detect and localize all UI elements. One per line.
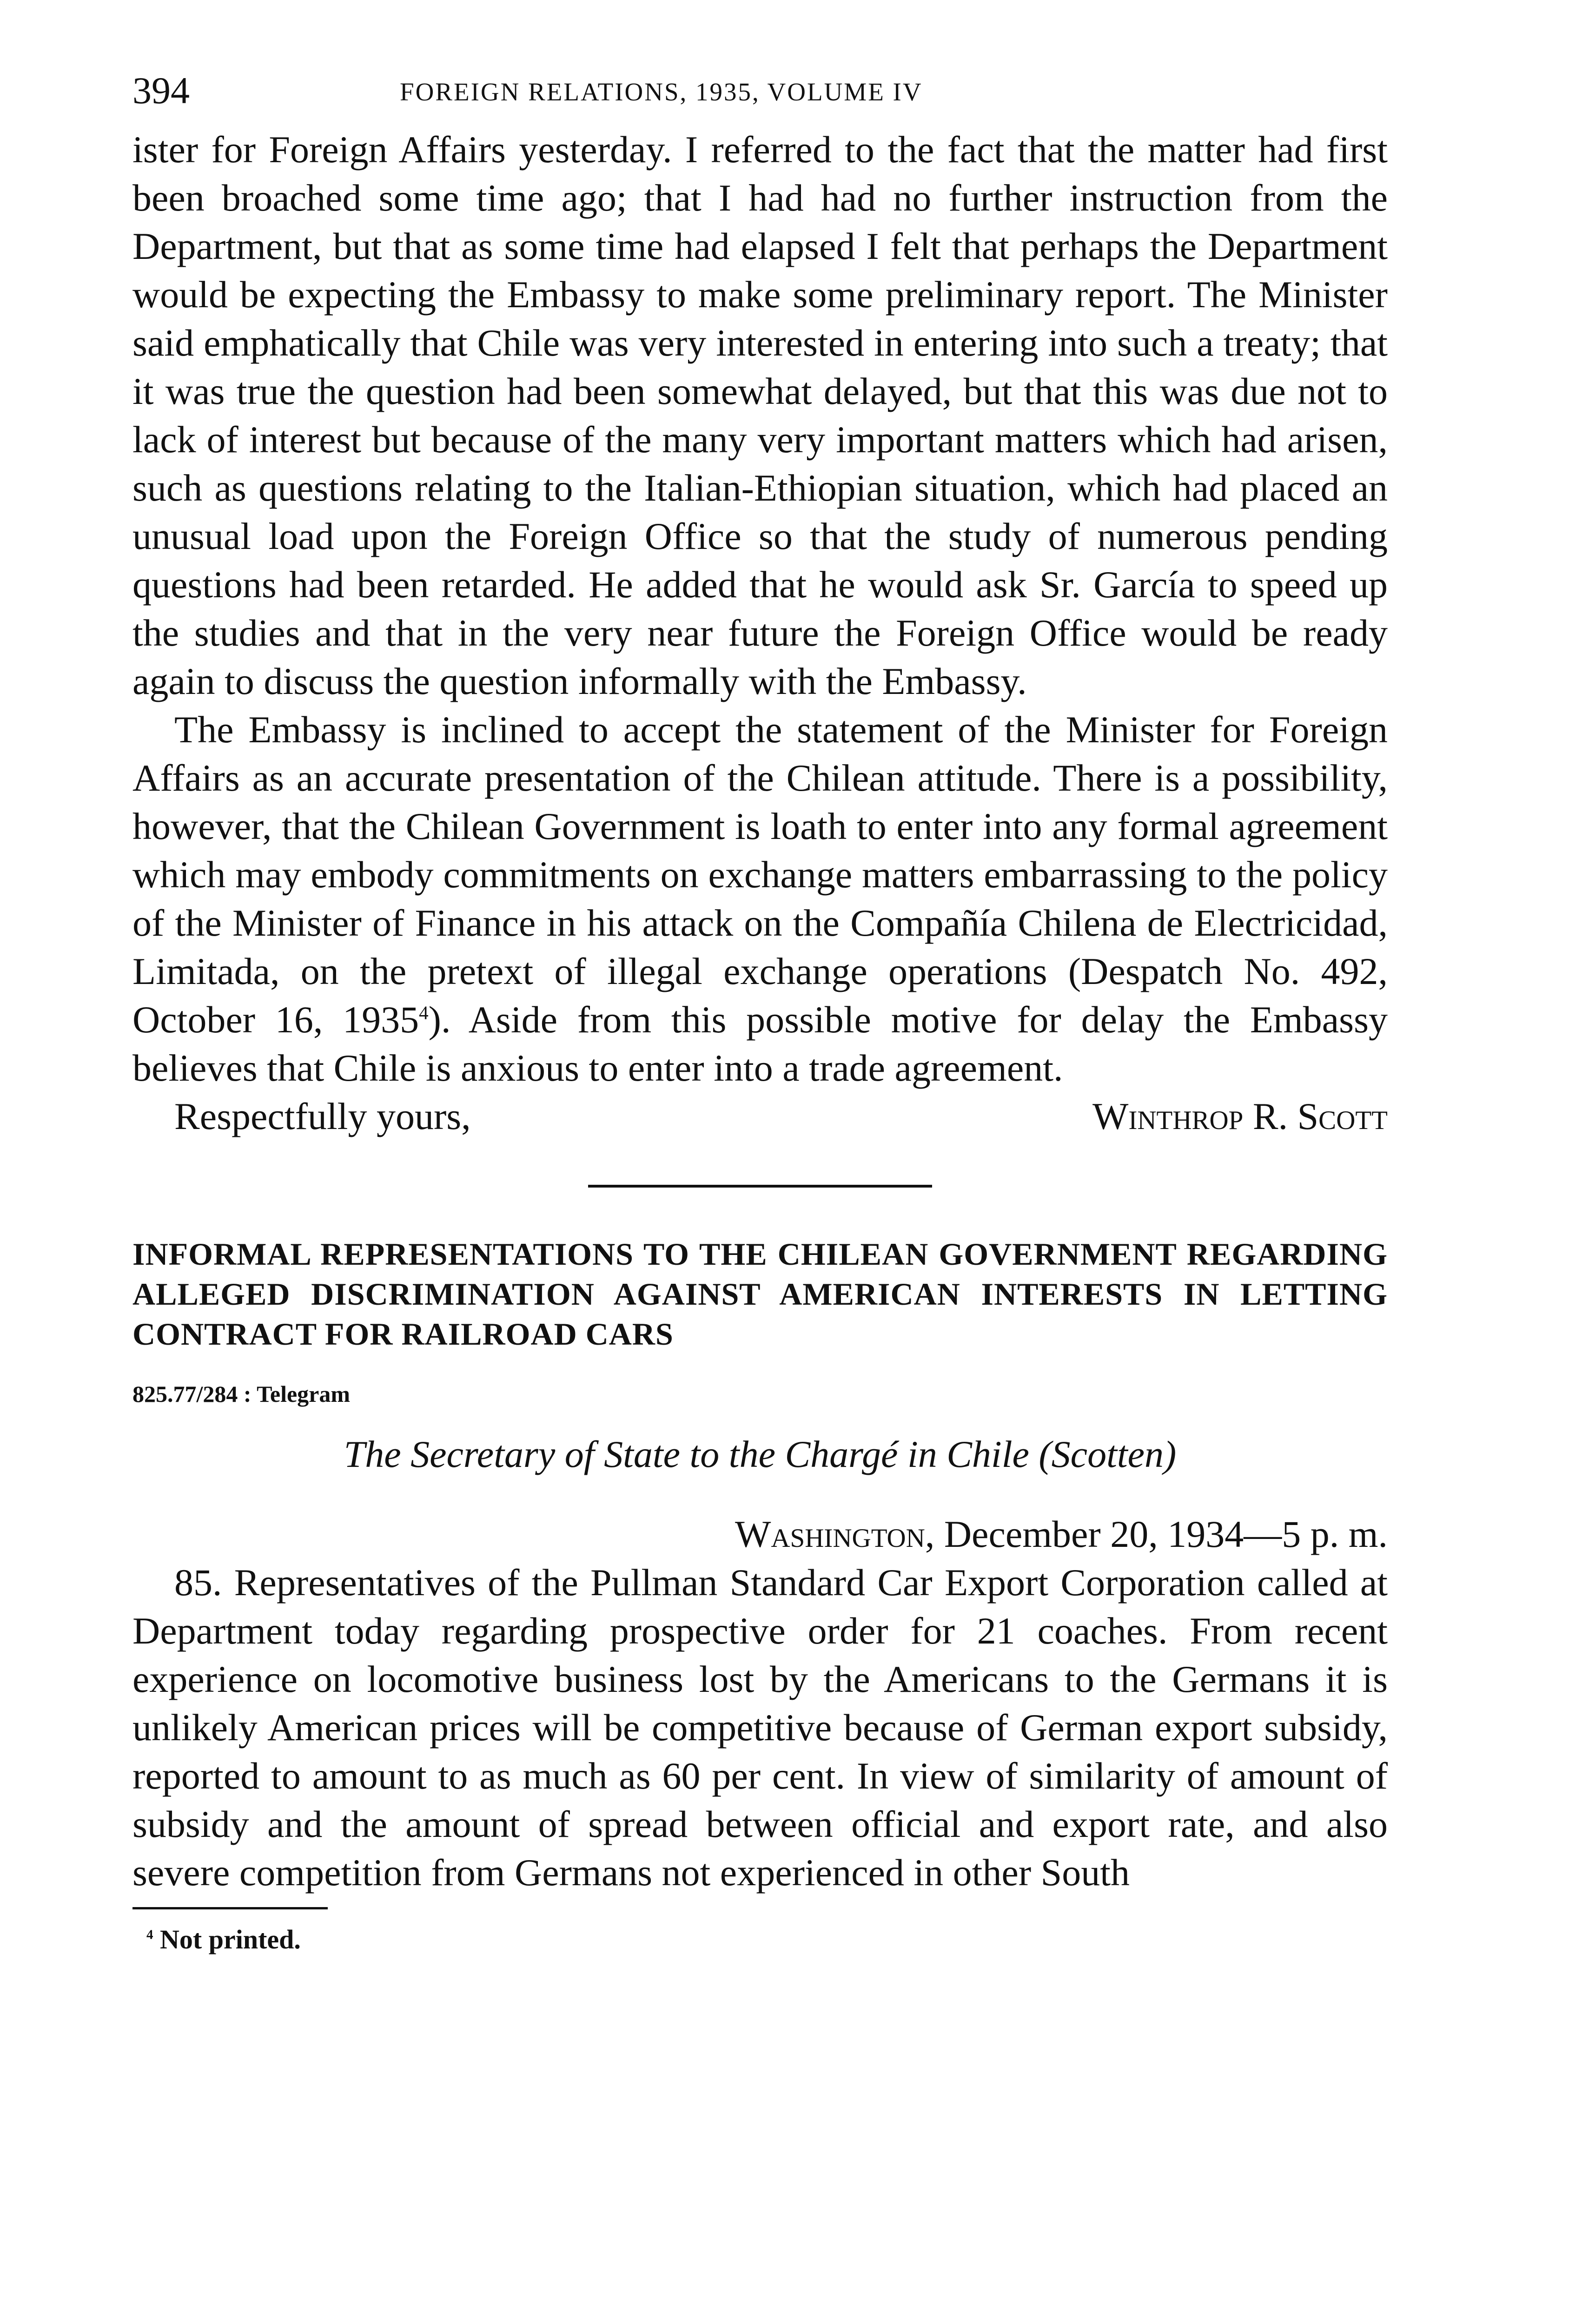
signature-block	[132, 1092, 1388, 1141]
telegram-text: 85. Representatives of the Pullman Standard Car Export Corporation called at Department today regarding prospective order for 21 coaches. From recent experience on locomotive business lost by the Americans to the Germans it is unlikely American prices will be competitive because of German export subsidy, reported to amount to as much as 60 per cent. In view of similarity of amount of subsidy and the amount of spread between official and export rate, and also severe competition from Germans not experienced in other South	[132, 1561, 1388, 1894]
paragraph-continuation: ister for Foreign Affairs yesterday. I referred to the fact that the matter had first been broached some time ago; that I had had no further instruction from the Department, but that as some time had elapsed I felt that perhaps the Department would be expecting the Embassy to make some preliminary report. The Minister said emphatically that Chile was very interested in entering into such a treaty; that it was true the question had been somewhat delayed, but that this was due not to lack of interest but because of the many very important matters which had arisen, such as questions relating to the Italian-Ethiopian situation, which had placed an unusual load upon the Foreign Office so that the study of numerous pending questions had been retarded. He added that he would ask Sr. García to speed up the studies and that in the very near future the Foreign Office would be ready again to discuss the question informally with the Embassy.	[132, 128, 1388, 702]
footnote-divider	[132, 1907, 328, 1909]
file-reference: 825.77/284 : Telegram	[132, 1381, 351, 1407]
paragraph-text: ). Aside from this possible motive for delay the Embassy believes that Chile is anxious to enter into a trade agreement.	[132, 998, 1388, 1089]
running-title: FOREIGN RELATIONS, 1935, VOLUME IV	[400, 78, 923, 106]
paragraph-embassy-attitude	[132, 706, 1388, 1092]
section-heading: INFORMAL REPRESENTATIONS TO THE CHILEAN GOVERNMENT REGARDING ALLEGED DISCRIMINATION AGAINST AMERICAN INTERESTS IN LETTING CONTRACT FOR RAILROAD CARS	[132, 1236, 1388, 1352]
page-number: 394	[132, 69, 190, 112]
footnote-reference[interactable]: 4	[419, 1002, 429, 1023]
footnote	[146, 1923, 1388, 1956]
document-title: The Secretary of State to the Chargé in Chile (Scotten)	[344, 1433, 1177, 1475]
dateline-place: Washington,	[735, 1513, 935, 1555]
running-head	[132, 70, 1388, 125]
paragraph-text: The Embassy is inclined to accept the statement of the Minister for Foreign Affairs as an accurate presentation of the Chilean attitude. There is a possibility, however, that the Chilean Government is loath to enter into any formal agreement which may embody commitments on exchange matters embarrassing to the policy of the Minister of Finance in his attack on the Compañía Chilena de Electricidad, Limitada, on the pretext of illegal exchange operations (Despatch No. 492, October 16, 1935	[132, 708, 1388, 1041]
complimentary-close: Respectfully yours,	[174, 1095, 471, 1137]
dateline	[132, 1510, 1388, 1558]
section-divider	[588, 1185, 932, 1188]
letter-body	[132, 125, 1388, 1092]
document-page	[132, 70, 1388, 2324]
dateline-date: December 20, 1934—5 p. m.	[934, 1513, 1388, 1555]
signer-name: Winthrop R. Scott	[1092, 1095, 1388, 1137]
footnote-marker: 4	[146, 1927, 153, 1942]
footnote-text: Not printed.	[153, 1924, 301, 1954]
